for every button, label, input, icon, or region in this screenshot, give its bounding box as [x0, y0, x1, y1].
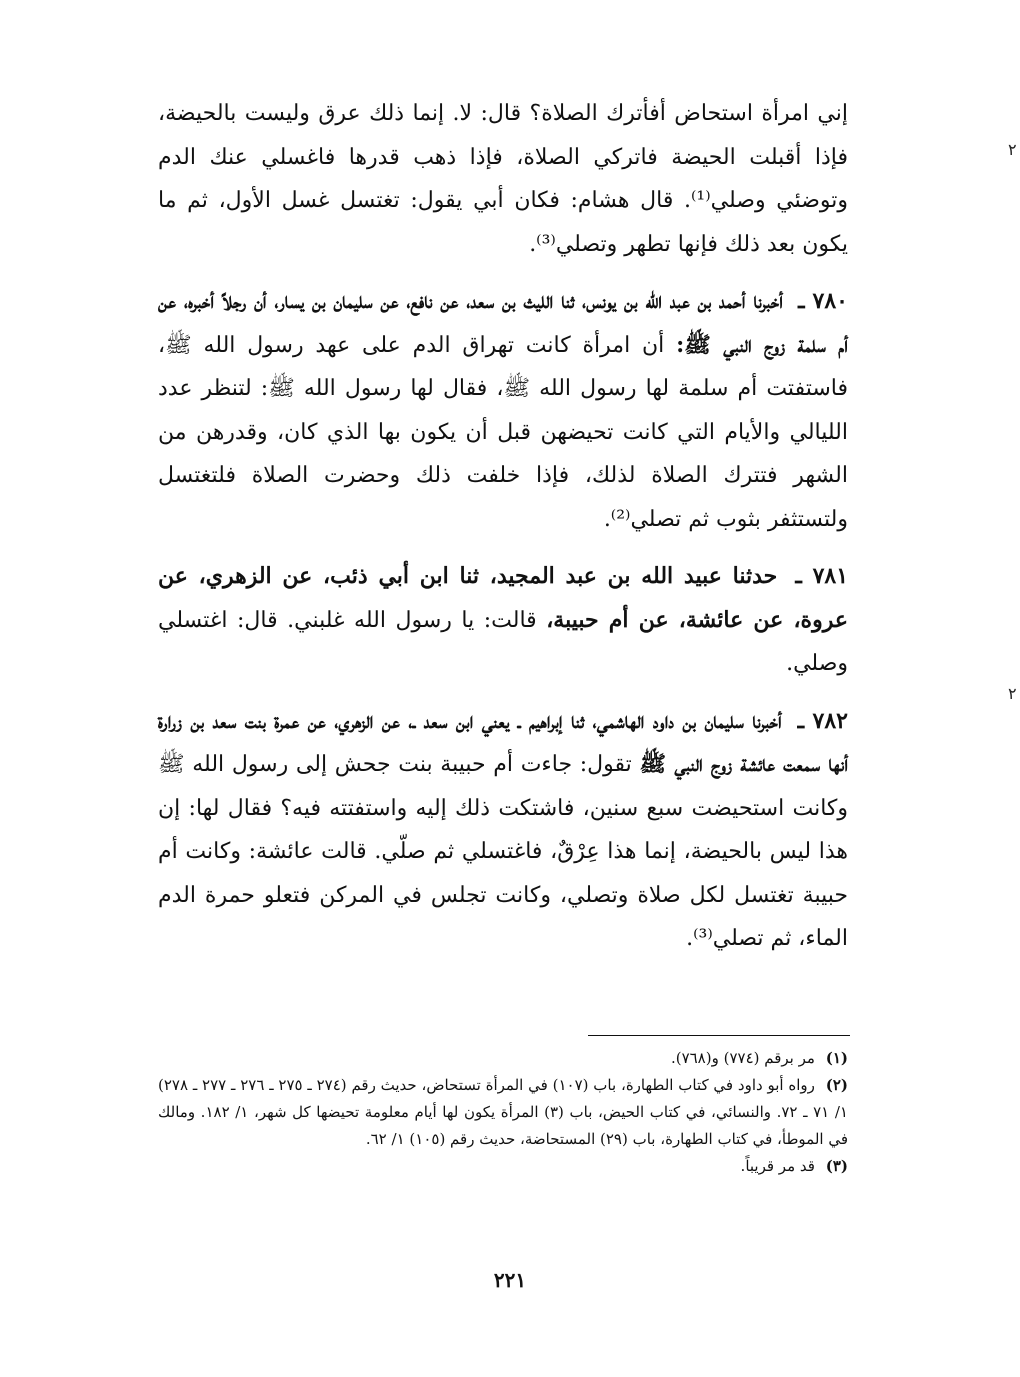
footnote-text: مر برقم (٧٧٤) و(٧٦٨). — [670, 1049, 815, 1067]
hadith-number: ٧٨٢ ـ — [797, 707, 848, 734]
footnote-text: رواه أبو داود في كتاب الطهارة، باب (١٠٧) في المرأة تستحاض، حديث رقم (٢٧٤ ـ ٢٧٥ ـ ٢٧٦ ـ ٢٧٧ ـ ٢٧٨) ١/ ٧١ ـ ٧٢. والنسائي، في كتاب الحيض، باب (٣) المرأة يكون لها أيام معلومة تحيضها كل شهر، ١/ ١٨٢. ومالك في الموطأ، في كتاب الطهارة، باب (٢٩) المستحاضة، حديث رقم (١٠٥) ١/ ٦٢. — [158, 1076, 848, 1148]
footnote-2 — [158, 1072, 848, 1153]
footnote-ref: (٢) — [825, 1076, 848, 1094]
footnote-separator — [588, 1035, 850, 1036]
footnote-3 — [158, 1153, 848, 1180]
margin-mark: ٢ — [1008, 684, 1017, 703]
paragraph-text: إني امرأة استحاض أفأترك الصلاة؟ قال: لا. إنما ذلك عرق وليست بالحيضة، فإذا أقبلت الحيضة فاتركي الصلاة، فإذا ذهب قدرها فاغسلي عنك الدم وتوضئي وصلي⁽¹⁾. قال هشام: فكان أبي يقول: تغتسل غسل الأول، ثم ما يكون بعد ذلك فإنها تطهر وتصلي⁽³⁾. — [158, 101, 848, 257]
hadith-matn: قالت: يا رسول الله غلبني. قال: اغتسلي وصلي. — [158, 607, 848, 676]
footnote-1 — [158, 1045, 848, 1072]
page-body — [158, 92, 848, 975]
hadith-isnad: أخبرنا أحمد بن عبد الله بن يونس، ثنا الليث بن سعد، عن نافع، عن سليمان بن يسار، أن رجلاً أخبره، عن أم سلمة زوج النبي ﷺ: — [158, 288, 848, 358]
hadith-number: ٧٨٠ ـ — [798, 288, 848, 314]
hadith-number: ٧٨١ ـ — [795, 563, 849, 589]
paragraph-continuation — [158, 92, 848, 266]
hadith-781 — [158, 555, 848, 686]
footnote-text: قد مر قريباً. — [740, 1157, 815, 1175]
footnote-ref: (١) — [825, 1049, 848, 1067]
hadith-782 — [158, 700, 848, 961]
hadith-780 — [158, 280, 848, 541]
page-number: ٢٢١ — [493, 1268, 527, 1292]
hadith-matn: تقول: جاءت أم حبيبة بنت جحش إلى رسول الله ﷺ وكانت استحيضت سبع سنين، فاشتكت ذلك إليه واستفتته فيه؟ فقال لها: إن هذا ليس بالحيضة، إنما هذا عِرْقٌ، فاغتسلي ثم صلّي. قالت عائشة: وكانت أم حبيبة تغتسل لكل صلاة وتصلي، وكانت تجلس في المركن فتعلو حمرة الدم الماء، ثم تصلي⁽³⁾. — [158, 752, 848, 951]
footnotes — [158, 1045, 848, 1180]
hadith-isnad: أخبرنا سليمان بن داود الهاشمي، ثنا إبراهيم ـ يعني ابن سعد ـ، عن الزهري، عن عمرة بنت سعد بن زرارة أنها سمعت عائشة زوج النبي ﷺ — [158, 707, 849, 777]
footnote-ref: (٣) — [825, 1157, 848, 1175]
hadith-isnad: حدثنا عبيد الله بن عبد المجيد، ثنا ابن أبي ذئب، عن الزهري، عن عروة، عن عائشة، عن أم حبيبة، — [158, 563, 848, 633]
margin-mark: ٢ — [1008, 140, 1017, 159]
hadith-matn: أن امرأة كانت تهراق الدم على عهد رسول الله ﷺ، فاستفتت أم سلمة لها رسول الله ﷺ، فقال لها رسول الله ﷺ: لتنظر عدد الليالي والأيام التي كانت تحيضهن قبل أن يكون بها الذي كان، وقدرهن من الشهر فتترك الصلاة لذلك، فإذا خلفت ذلك وحضرت الصلاة فلتغتسل ولتستثفر بثوب ثم تصلي⁽²⁾. — [158, 332, 848, 532]
